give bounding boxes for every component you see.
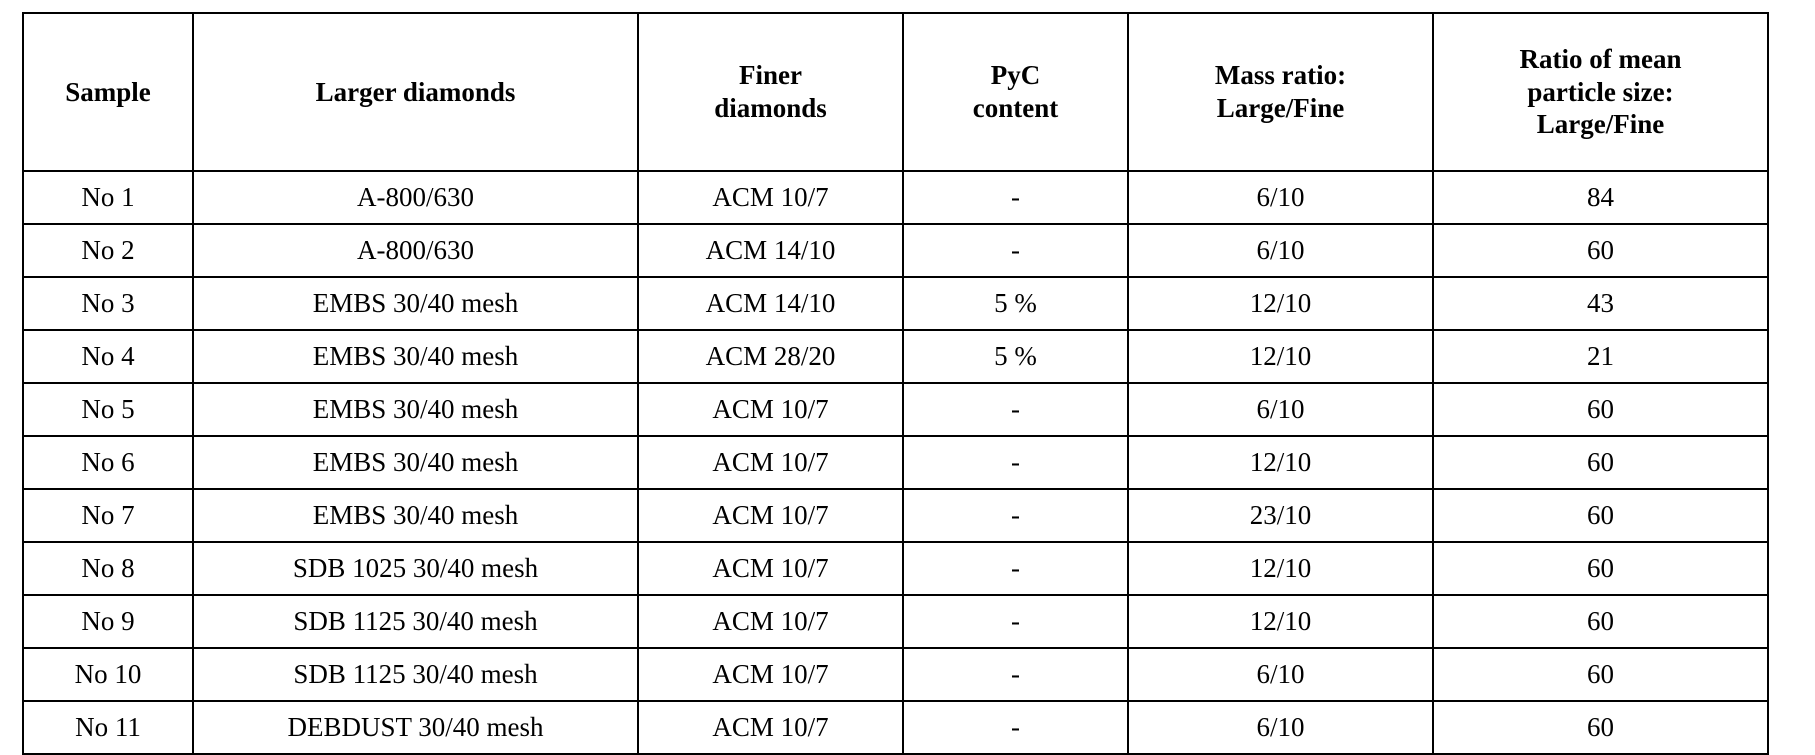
table-row [23, 542, 1768, 595]
cell-size-ratio: 60 [1433, 383, 1768, 436]
cell-pyc-content: 5 % [903, 330, 1128, 383]
cell-mass-ratio: 12/10 [1128, 595, 1433, 648]
header-line: Large/Fine [1216, 93, 1345, 123]
table-row [23, 277, 1768, 330]
table-row [23, 224, 1768, 277]
column-header-ratio-mean-particle-size [1433, 13, 1768, 171]
cell-larger-diamonds: EMBS 30/40 mesh [193, 330, 638, 383]
cell-sample: No 4 [23, 330, 193, 383]
cell-sample: No 7 [23, 489, 193, 542]
cell-size-ratio: 60 [1433, 701, 1768, 754]
cell-sample: No 9 [23, 595, 193, 648]
samples-table [22, 12, 1769, 755]
cell-mass-ratio: 6/10 [1128, 383, 1433, 436]
cell-sample: No 5 [23, 383, 193, 436]
cell-finer-diamonds: ACM 10/7 [638, 436, 903, 489]
header-line: content [972, 93, 1059, 123]
cell-finer-diamonds: ACM 10/7 [638, 595, 903, 648]
table-row [23, 595, 1768, 648]
cell-sample: No 8 [23, 542, 193, 595]
table-container [22, 12, 1767, 755]
cell-finer-diamonds: ACM 10/7 [638, 383, 903, 436]
cell-mass-ratio: 23/10 [1128, 489, 1433, 542]
cell-finer-diamonds: ACM 14/10 [638, 277, 903, 330]
cell-sample: No 11 [23, 701, 193, 754]
cell-larger-diamonds: A-800/630 [193, 171, 638, 224]
column-header-sample [23, 13, 193, 171]
cell-mass-ratio: 12/10 [1128, 436, 1433, 489]
header-line: Larger diamonds [315, 76, 516, 107]
cell-finer-diamonds: ACM 10/7 [638, 489, 903, 542]
cell-size-ratio: 60 [1433, 595, 1768, 648]
cell-finer-diamonds: ACM 14/10 [638, 224, 903, 277]
cell-finer-diamonds: ACM 10/7 [638, 701, 903, 754]
table-row [23, 383, 1768, 436]
cell-larger-diamonds: A-800/630 [193, 224, 638, 277]
header-line: particle size: [1527, 76, 1674, 107]
cell-size-ratio: 21 [1433, 330, 1768, 383]
cell-pyc-content: 5 % [903, 277, 1128, 330]
cell-larger-diamonds: SDB 1125 30/40 mesh [193, 648, 638, 701]
cell-pyc-content: - [903, 701, 1128, 754]
table-row [23, 171, 1768, 224]
header-line: Large/Fine [1536, 109, 1665, 140]
cell-larger-diamonds: DEBDUST 30/40 mesh [193, 701, 638, 754]
cell-pyc-content: - [903, 171, 1128, 224]
cell-mass-ratio: 6/10 [1128, 171, 1433, 224]
cell-sample: No 1 [23, 171, 193, 224]
cell-size-ratio: 60 [1433, 648, 1768, 701]
cell-larger-diamonds: EMBS 30/40 mesh [193, 489, 638, 542]
table-row [23, 330, 1768, 383]
table-header [23, 13, 1768, 171]
cell-pyc-content: - [903, 542, 1128, 595]
column-header-finer-diamonds [638, 13, 903, 171]
cell-size-ratio: 60 [1433, 489, 1768, 542]
header-line: PyC [990, 60, 1041, 91]
cell-finer-diamonds: ACM 28/20 [638, 330, 903, 383]
cell-mass-ratio: 6/10 [1128, 648, 1433, 701]
column-header-mass-ratio [1128, 13, 1433, 171]
header-line: Mass ratio: [1214, 60, 1347, 91]
table-row [23, 648, 1768, 701]
cell-mass-ratio: 6/10 [1128, 701, 1433, 754]
header-line: Sample [65, 76, 151, 107]
cell-larger-diamonds: EMBS 30/40 mesh [193, 277, 638, 330]
cell-sample: No 6 [23, 436, 193, 489]
cell-mass-ratio: 6/10 [1128, 224, 1433, 277]
column-header-larger-diamonds [193, 13, 638, 171]
cell-finer-diamonds: ACM 10/7 [638, 171, 903, 224]
header-line: Ratio of mean [1519, 43, 1682, 74]
cell-size-ratio: 60 [1433, 436, 1768, 489]
cell-mass-ratio: 12/10 [1128, 542, 1433, 595]
table-row [23, 701, 1768, 754]
cell-pyc-content: - [903, 224, 1128, 277]
cell-size-ratio: 43 [1433, 277, 1768, 330]
cell-sample: No 3 [23, 277, 193, 330]
cell-finer-diamonds: ACM 10/7 [638, 648, 903, 701]
cell-larger-diamonds: SDB 1025 30/40 mesh [193, 542, 638, 595]
cell-larger-diamonds: EMBS 30/40 mesh [193, 436, 638, 489]
cell-sample: No 10 [23, 648, 193, 701]
header-line: Finer [739, 60, 802, 91]
cell-larger-diamonds: SDB 1125 30/40 mesh [193, 595, 638, 648]
cell-finer-diamonds: ACM 10/7 [638, 542, 903, 595]
cell-size-ratio: 84 [1433, 171, 1768, 224]
cell-mass-ratio: 12/10 [1128, 277, 1433, 330]
header-line: diamonds [714, 93, 827, 123]
column-header-pyc-content [903, 13, 1128, 171]
cell-size-ratio: 60 [1433, 224, 1768, 277]
cell-pyc-content: - [903, 436, 1128, 489]
cell-size-ratio: 60 [1433, 542, 1768, 595]
table-row [23, 489, 1768, 542]
cell-pyc-content: - [903, 648, 1128, 701]
cell-larger-diamonds: EMBS 30/40 mesh [193, 383, 638, 436]
table-header-row [23, 13, 1768, 171]
cell-pyc-content: - [903, 489, 1128, 542]
cell-mass-ratio: 12/10 [1128, 330, 1433, 383]
cell-sample: No 2 [23, 224, 193, 277]
table-body [23, 171, 1768, 754]
table-row [23, 436, 1768, 489]
cell-pyc-content: - [903, 595, 1128, 648]
cell-pyc-content: - [903, 383, 1128, 436]
